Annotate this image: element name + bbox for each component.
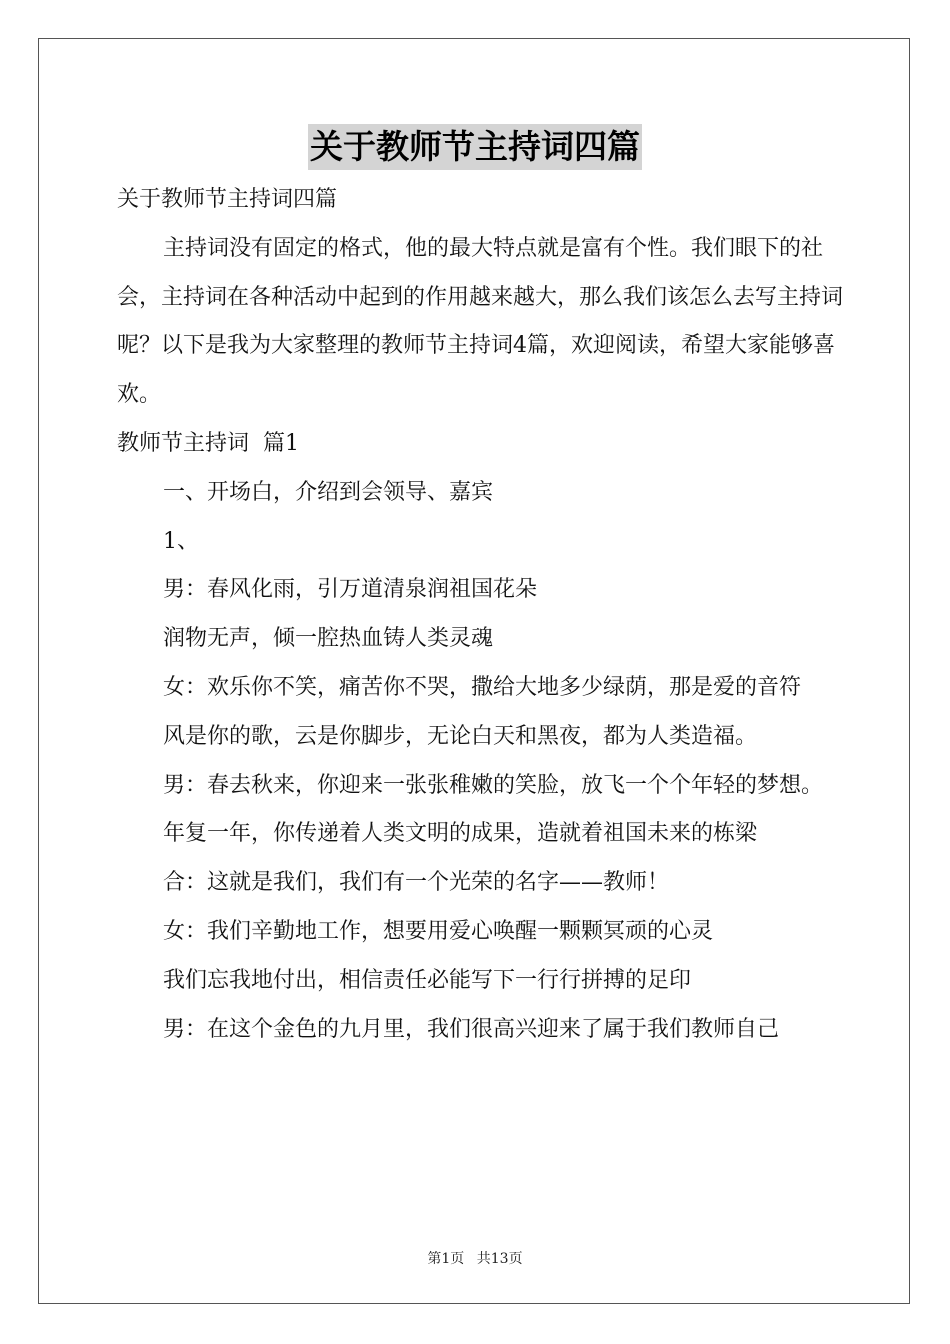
document-title: 关于教师节主持词四篇 [308,124,642,170]
paragraph: 1、 [163,528,199,554]
paragraph: 主持词没有固定的格式，他的最大特点就是富有个性。我们眼下的社会，主持词在各种活动中起到的作用越来越大，那么我们该怎么去写主持词呢？以下是我为大家整理的教师节主持词4篇，欢迎阅读，希望大家能够喜欢。 [117,235,844,408]
paragraph: 一、开场白，介绍到会领导、嘉宾 [163,479,494,505]
page-number: 第1页 [427,1251,465,1267]
paragraph: 男：春去秋来，你迎来一张张稚嫩的笑脸，放飞一个个年轻的梦想。 [163,772,824,798]
section-heading: 教师节主持词 篇1 [117,430,299,456]
page-footer [0,1248,950,1268]
paragraph: 润物无声，倾一腔热血铸人类灵魂 [163,626,494,652]
paragraph: 女：我们辛勤地工作，想要用爱心唤醒一颗颗冥顽的心灵 [163,918,714,944]
paragraph: 我们忘我地付出，相信责任必能写下一行行拼搏的足印 [163,967,692,993]
paragraph: 男：在这个金色的九月里，我们很高兴迎来了属于我们教师自己 [163,1016,780,1042]
paragraph: 合：这就是我们，我们有一个光荣的名字——教师！ [163,870,670,896]
paragraph: 风是你的歌，云是你脚步，无论白天和黑夜，都为人类造福。 [163,723,758,749]
paragraph: 关于教师节主持词四篇 [117,187,338,212]
page-total: 共13页 [476,1251,523,1267]
paragraph: 男：春风化雨，引万道清泉润祖国花朵 [163,577,538,603]
title-container [0,124,950,170]
paragraph: 年复一年，你传递着人类文明的成果，造就着祖国未来的栋梁 [163,821,758,847]
document-body [117,176,843,1054]
paragraph: 女：欢乐你不笑，痛苦你不哭，撒给大地多少绿荫，那是爱的音符 [163,674,802,700]
